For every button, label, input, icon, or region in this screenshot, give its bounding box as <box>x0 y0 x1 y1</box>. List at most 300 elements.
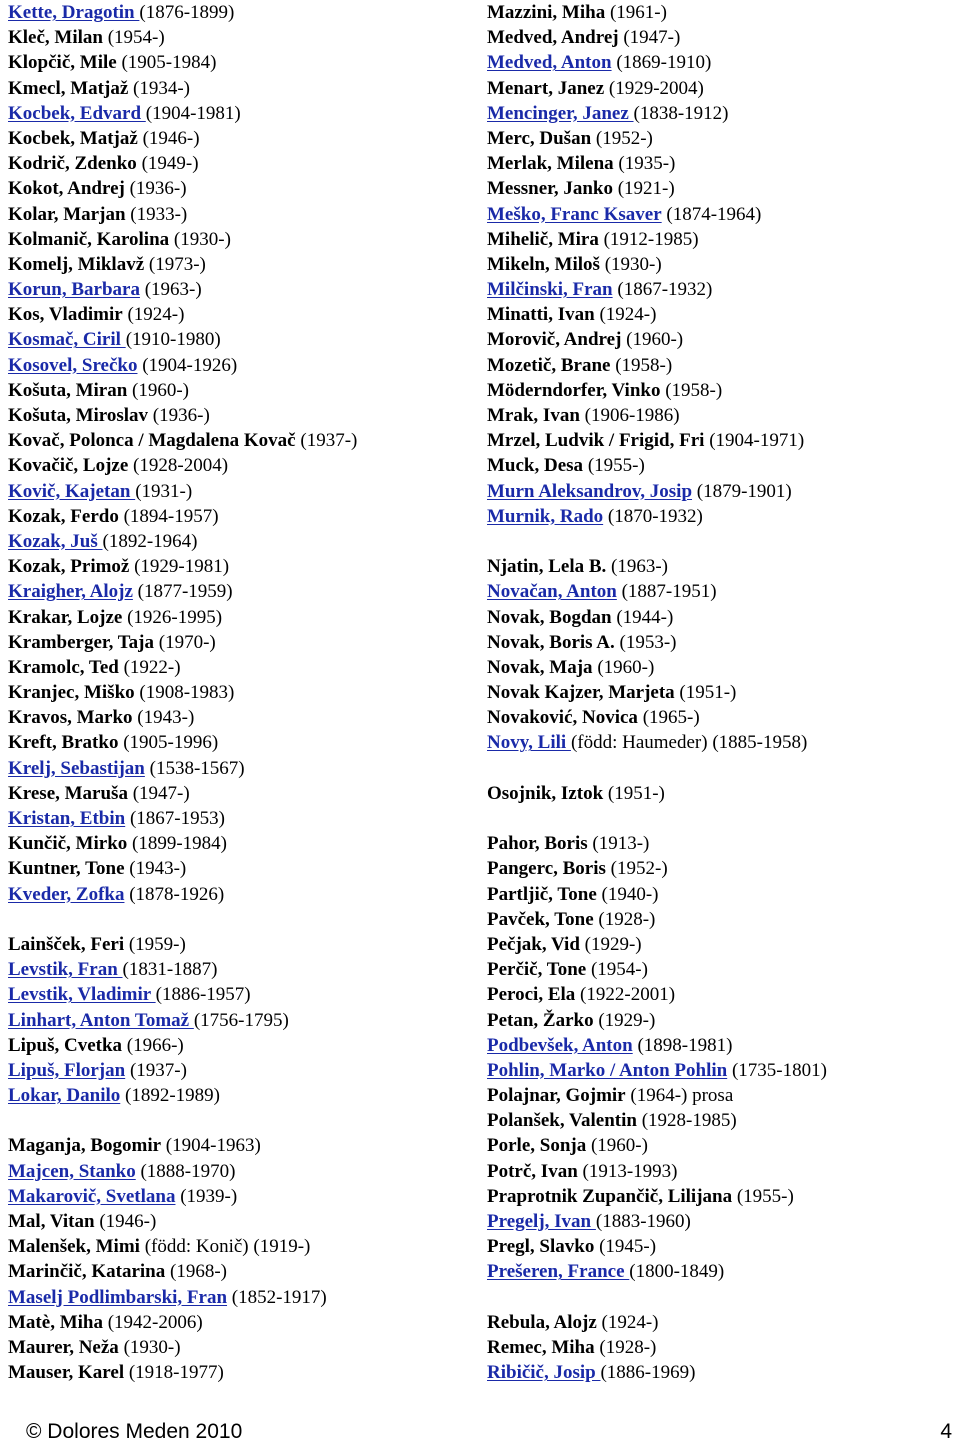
author-dates: (1924-) <box>596 1311 659 1333</box>
author-name: Kramolc, Ted <box>8 656 119 678</box>
author-dates: (1963-) <box>139 279 202 301</box>
author-name: Perčič, Tone <box>487 959 587 981</box>
author-entry <box>8 252 478 277</box>
page-number: 4 <box>940 1420 952 1443</box>
author-entry <box>8 76 478 101</box>
author-entry <box>8 831 478 856</box>
author-dates: (1951-) <box>603 782 665 804</box>
author-entry <box>8 1209 478 1234</box>
author-dates: (1960-) <box>586 1135 648 1157</box>
author-name-link[interactable]: Pohlin, Marko / Anton Pohlin <box>487 1059 728 1081</box>
author-name: Matè, Miha <box>8 1311 103 1333</box>
author-entry <box>8 1285 478 1310</box>
author-name: Polanšek, Valentin <box>487 1110 637 1132</box>
author-dates: (1870-1932) <box>603 505 703 527</box>
author-name-link[interactable]: Kveder, Zofka <box>8 883 125 905</box>
author-name: Rebula, Alojz <box>487 1311 597 1333</box>
author-entry <box>487 831 957 856</box>
author-name-link[interactable]: Korun, Barbara <box>8 279 140 301</box>
author-name: Praprotnik Zupančič, Lilijana <box>487 1185 733 1207</box>
author-dates: (1933-) <box>125 203 188 225</box>
author-entry <box>8 554 478 579</box>
section-gap <box>487 756 957 781</box>
author-entry <box>8 202 478 227</box>
author-dates: (1899-1984) <box>127 833 228 855</box>
author-name: Osojnik, Iztok <box>487 782 604 804</box>
author-entry <box>8 982 478 1007</box>
section-gap <box>487 1285 957 1310</box>
author-dates: (1954-) <box>102 27 165 49</box>
author-dates: (1951-) <box>674 682 737 704</box>
author-dates: (1904-1926) <box>137 354 238 376</box>
author-name: Kovačič, Lojze <box>8 455 129 477</box>
author-dates: (1877-1959) <box>132 581 233 603</box>
author-dates: (1953-) <box>614 631 677 653</box>
author-name: Novak, Bogdan <box>487 606 612 628</box>
author-name: Novaković, Novica <box>487 707 638 729</box>
author-dates: (1888-1970) <box>135 1160 236 1182</box>
author-dates: (1898-1981) <box>632 1034 733 1056</box>
author-dates: (1538-1567) <box>144 757 245 779</box>
author-dates: (1922-2001) <box>575 984 676 1006</box>
author-name: Mikeln, Miloš <box>487 253 600 275</box>
author-name: Polajnar, Gojmir <box>487 1085 626 1107</box>
section-gap <box>8 1108 478 1133</box>
author-dates: (1928-2004) <box>128 455 229 477</box>
author-dates: (1756-1795) <box>193 1009 289 1031</box>
author-name: Kos, Vladimir <box>8 304 123 326</box>
author-name: Marinčič, Katarina <box>8 1261 166 1283</box>
author-entry <box>8 1360 478 1385</box>
author-entry <box>8 705 478 730</box>
author-entry <box>8 1335 478 1360</box>
author-dates: (1940-) <box>596 883 659 905</box>
section-gap <box>487 529 957 554</box>
author-name-link[interactable]: Levstik, Fran <box>8 959 123 981</box>
author-entry <box>487 327 957 352</box>
author-dates: (1800-1849) <box>629 1261 725 1283</box>
author-name: Klopčič, Mile <box>8 52 117 74</box>
author-dates: (1943-) <box>132 707 195 729</box>
author-dates: (1867-1932) <box>612 279 713 301</box>
author-name-link[interactable]: Kristan, Etbin <box>8 808 126 829</box>
author-entry <box>487 277 957 302</box>
author-dates: (1968-) <box>165 1261 227 1283</box>
author-entry <box>487 982 957 1007</box>
author-entry <box>487 176 957 201</box>
author-name: Pečjak, Vid <box>487 933 580 955</box>
author-name: Peroci, Ela <box>487 984 576 1006</box>
author-entry <box>487 1360 957 1385</box>
author-entry <box>487 630 957 655</box>
author-entry <box>487 1108 957 1133</box>
author-entry <box>487 655 957 680</box>
author-name: Mauser, Karel <box>8 1362 125 1384</box>
author-entry <box>8 1083 478 1108</box>
author-dates: (1961-) <box>605 2 667 23</box>
author-entry <box>8 730 478 755</box>
author-name-link[interactable]: Maselj Podlimbarski, Fran <box>8 1286 228 1308</box>
author-name: Potrč, Ivan <box>487 1160 578 1182</box>
author-entry <box>487 453 957 478</box>
author-name: Pavček, Tone <box>487 908 594 930</box>
author-entry <box>487 504 957 529</box>
author-entry <box>487 730 957 755</box>
author-dates: (1946-) <box>137 127 200 149</box>
author-dates: (1905-1984) <box>116 52 217 74</box>
author-dates: (1904-1981) <box>145 102 241 124</box>
author-entry <box>8 428 478 453</box>
author-entry <box>487 554 957 579</box>
author-name: Kreft, Bratko <box>8 732 119 754</box>
author-entry <box>487 680 957 705</box>
author-entry <box>487 1335 957 1360</box>
author-name: Kozak, Primož <box>8 556 130 578</box>
author-name: Mihelič, Mira <box>487 228 599 250</box>
author-entry <box>487 907 957 932</box>
author-dates: (1955-) <box>583 455 645 477</box>
author-entry <box>8 529 478 554</box>
author-entry <box>8 25 478 50</box>
author-dates: (1952-) <box>591 127 653 149</box>
author-dates: (1947-) <box>127 782 190 804</box>
author-entry <box>8 882 478 907</box>
author-name: Kuntner, Tone <box>8 858 125 880</box>
author-name-link[interactable]: Medved, Anton <box>487 52 612 74</box>
author-dates: (1892-1989) <box>120 1085 221 1107</box>
author-name: Pahor, Boris <box>487 833 588 855</box>
author-entry <box>8 101 478 126</box>
author-dates: (1949-) <box>136 153 199 175</box>
author-entry <box>487 428 957 453</box>
author-entry <box>487 0 957 25</box>
author-entry <box>8 1058 478 1083</box>
author-dates: (1966-) <box>122 1034 184 1056</box>
author-name-link[interactable]: Podbevšek, Anton <box>487 1034 633 1056</box>
author-name: Kmecl, Matjaž <box>8 77 129 99</box>
author-name: Kovač, Polonca / Magdalena Kovač <box>8 430 296 452</box>
author-name-link[interactable]: Kosovel, Srečko <box>8 354 138 376</box>
author-dates: (1930-) <box>169 228 231 250</box>
author-dates: (1939-) <box>175 1185 238 1207</box>
author-name: Maganja, Bogomir <box>8 1135 162 1157</box>
author-entry <box>8 680 478 705</box>
author-entry <box>8 302 478 327</box>
author-dates: (född: Konič) (1919-) <box>139 1236 311 1258</box>
author-entry <box>8 327 478 352</box>
author-entry <box>487 1159 957 1184</box>
author-dates: (1958-) <box>610 354 673 376</box>
author-name-link[interactable]: Novačan, Anton <box>487 581 617 603</box>
author-dates: (1924-) <box>122 304 185 326</box>
author-name-link[interactable]: Linhart, Anton Tomaž <box>8 1009 194 1031</box>
author-name: Lipuš, Cvetka <box>8 1034 123 1056</box>
author-entry <box>487 882 957 907</box>
author-entry <box>487 227 957 252</box>
author-name: Minatti, Ivan <box>487 304 595 326</box>
author-name: Kravos, Marko <box>8 707 133 729</box>
author-entry <box>8 756 478 781</box>
author-entry <box>487 50 957 75</box>
author-dates: (1930-) <box>118 1336 181 1358</box>
author-name: Morovič, Andrej <box>487 329 622 351</box>
author-dates: (1929-1981) <box>129 556 230 578</box>
author-dates: (1952-) <box>605 858 668 880</box>
author-name: Mrak, Ivan <box>487 405 580 426</box>
author-dates: (1912-1985) <box>598 228 699 250</box>
author-entry <box>8 932 478 957</box>
author-dates: (1934-) <box>128 77 191 99</box>
author-entry <box>487 126 957 151</box>
author-dates: (1852-1917) <box>227 1286 327 1308</box>
author-dates: (1892-1964) <box>102 530 198 552</box>
author-entry <box>487 1209 957 1234</box>
author-name: Kocbek, Matjaž <box>8 127 138 149</box>
page-footer <box>26 1420 952 1448</box>
author-name-link[interactable]: Ribičič, Josip <box>487 1362 601 1384</box>
author-name: Lainšček, Feri <box>8 933 125 955</box>
author-name-link[interactable]: Lokar, Danilo <box>8 1085 121 1107</box>
author-name-link[interactable]: Kozak, Juš <box>8 530 103 552</box>
author-dates: (1930-) <box>599 253 662 275</box>
author-dates: (1929-2004) <box>604 77 704 99</box>
author-name-link[interactable]: Kette, Dragotin <box>8 2 140 23</box>
author-entry <box>487 101 957 126</box>
author-entry <box>8 856 478 881</box>
author-name: Njatin, Lela B. <box>487 556 607 578</box>
author-entry <box>8 504 478 529</box>
author-entry <box>8 353 478 378</box>
section-gap <box>487 806 957 831</box>
author-dates: (1964-) prosa <box>625 1085 734 1107</box>
author-name-link[interactable]: Lipuš, Florjan <box>8 1059 126 1081</box>
author-dates: (1954-) <box>586 959 648 981</box>
author-column-left <box>8 0 478 1385</box>
author-name: Möderndorfer, Vinko <box>487 379 661 401</box>
author-name: Krese, Maruša <box>8 782 128 804</box>
author-entry <box>487 1234 957 1259</box>
author-entry <box>487 1184 957 1209</box>
author-entry <box>8 277 478 302</box>
author-entry <box>487 252 957 277</box>
author-name: Merc, Dušan <box>487 127 592 149</box>
author-entry <box>487 1058 957 1083</box>
author-entry <box>487 479 957 504</box>
author-entry <box>8 126 478 151</box>
author-entry <box>487 1310 957 1335</box>
author-dates: (1887-1951) <box>616 581 717 603</box>
author-name: Pangerc, Boris <box>487 858 606 880</box>
author-entry <box>8 176 478 201</box>
author-entry <box>8 50 478 75</box>
author-name: Kleč, Milan <box>8 27 103 49</box>
author-entry <box>8 453 478 478</box>
author-name-link[interactable]: Milčinski, Fran <box>487 279 613 301</box>
author-name: Kolar, Marjan <box>8 203 126 225</box>
author-name: Remec, Miha <box>487 1336 595 1358</box>
author-name: Mrzel, Ludvik / Frigid, Fri <box>487 430 705 452</box>
author-dates: (1960-) <box>127 379 190 401</box>
author-entry <box>8 227 478 252</box>
author-entry <box>487 932 957 957</box>
author-entry <box>8 605 478 630</box>
author-dates: (1922-) <box>118 656 181 678</box>
author-dates: (1970-) <box>154 631 216 653</box>
author-name: Kranjec, Miško <box>8 682 135 704</box>
author-entry <box>487 151 957 176</box>
author-name-link[interactable]: Meško, Franc Ksaver <box>487 203 662 225</box>
author-entry <box>8 1234 478 1259</box>
author-dates: (1913-1993) <box>577 1160 678 1182</box>
author-name-link[interactable]: Levstik, Vladimir <box>8 984 156 1006</box>
author-entry <box>487 403 957 428</box>
author-name: Messner, Janko <box>487 178 613 200</box>
author-dates: (1963-) <box>606 556 669 578</box>
author-name: Medved, Andrej <box>487 27 619 49</box>
author-dates: (1936-) <box>148 405 210 426</box>
author-dates: (1926-1995) <box>122 606 223 628</box>
author-dates: (1869-1910) <box>611 52 712 74</box>
author-entry <box>487 1008 957 1033</box>
author-name-link[interactable]: Majcen, Stanko <box>8 1160 136 1182</box>
author-name-link[interactable]: Prešeren, France <box>487 1261 630 1283</box>
author-dates: (1959-) <box>124 933 186 955</box>
author-entry <box>8 579 478 604</box>
author-entry <box>8 1008 478 1033</box>
author-entry <box>8 479 478 504</box>
author-name: Muck, Desa <box>487 455 584 477</box>
author-entry <box>487 705 957 730</box>
author-dates: (1906-1986) <box>579 405 680 426</box>
author-dates: (1965-) <box>637 707 700 729</box>
author-dates: (1935-) <box>613 153 676 175</box>
author-dates: (1918-1977) <box>124 1362 224 1384</box>
author-name: Kunčič, Mirko <box>8 833 128 855</box>
author-dates: (1955-) <box>732 1185 794 1207</box>
author-entry <box>487 781 957 806</box>
section-gap <box>8 907 478 932</box>
author-dates: (1867-1953) <box>125 808 225 829</box>
author-name-link[interactable]: Kosmač, Ciril <box>8 329 126 351</box>
author-name: Petan, Žarko <box>487 1009 594 1031</box>
author-column-right <box>487 0 957 1385</box>
author-entry <box>8 655 478 680</box>
author-dates: (1960-) <box>621 329 684 351</box>
author-entry <box>8 1310 478 1335</box>
author-dates: (1879-1901) <box>692 480 792 502</box>
author-entry <box>8 630 478 655</box>
author-name: Pregl, Slavko <box>487 1236 595 1258</box>
author-name: Porle, Sonja <box>487 1135 587 1157</box>
author-dates: (1945-) <box>594 1236 657 1258</box>
author-entry <box>8 957 478 982</box>
author-dates: (1928-) <box>594 1336 657 1358</box>
author-entry <box>8 378 478 403</box>
author-name: Malenšek, Mimi <box>8 1236 140 1258</box>
copyright-credit: © Dolores Meden 2010 <box>26 1420 243 1443</box>
author-entry <box>487 1259 957 1284</box>
author-dates: (1936-) <box>124 178 187 200</box>
author-name: Krakar, Lojze <box>8 606 123 628</box>
author-dates: (1878-1926) <box>124 883 225 905</box>
author-entry <box>487 1133 957 1158</box>
author-name: Mazzini, Miha <box>487 2 606 23</box>
author-entry <box>8 151 478 176</box>
author-entry <box>487 302 957 327</box>
author-name-link[interactable]: Makarovič, Svetlana <box>8 1185 176 1207</box>
author-dates: (1928-1985) <box>636 1110 737 1132</box>
author-dates: (1929-) <box>593 1009 656 1031</box>
author-entry <box>8 403 478 428</box>
author-name: Menart, Janez <box>487 77 605 99</box>
author-dates: (1944-) <box>611 606 674 628</box>
author-entry <box>487 579 957 604</box>
author-name: Kolmanič, Karolina <box>8 228 170 250</box>
author-dates: (1942-2006) <box>102 1311 203 1333</box>
author-entry <box>487 25 957 50</box>
author-dates: (1921-) <box>612 178 675 200</box>
author-name-link[interactable]: Krelj, Sebastijan <box>8 757 145 779</box>
author-entry <box>8 1033 478 1058</box>
author-name: Novak, Maja <box>487 656 593 678</box>
author-dates: (1931-) <box>135 480 193 502</box>
author-dates: (1874-1964) <box>661 203 762 225</box>
author-dates: (1937-) <box>295 430 358 452</box>
author-entry <box>487 76 957 101</box>
author-dates: (1735-1801) <box>727 1059 827 1081</box>
author-name-link[interactable]: Novy, Lili <box>487 732 571 754</box>
author-dates: (1937-) <box>125 1059 187 1081</box>
author-dates: (1838-1912) <box>633 102 729 124</box>
author-entry <box>487 957 957 982</box>
author-dates: (1876-1899) <box>139 2 235 23</box>
author-entry <box>487 353 957 378</box>
author-name: Komelj, Miklavž <box>8 253 145 275</box>
author-entry <box>8 0 478 25</box>
author-name-link[interactable]: Kovič, Kajetan <box>8 480 136 502</box>
author-name: Košuta, Miroslav <box>8 405 149 426</box>
author-dates: (1947-) <box>618 27 681 49</box>
author-name: Kozak, Ferdo <box>8 505 119 527</box>
author-dates: (1908-1983) <box>134 682 235 704</box>
author-dates: (1958-) <box>660 379 723 401</box>
author-dates: (1924-) <box>594 304 657 326</box>
author-name-link[interactable]: Mencinger, Janez <box>487 102 634 124</box>
author-dates: (1883-1960) <box>595 1211 691 1232</box>
author-name: Novak Kajzer, Marjeta <box>487 682 675 704</box>
author-dates: (1886-1969) <box>600 1362 696 1384</box>
author-entry <box>487 202 957 227</box>
author-entry <box>8 1184 478 1209</box>
author-name-link[interactable]: Kocbek, Edvard <box>8 102 146 124</box>
author-entry <box>8 781 478 806</box>
author-dates: (1973-) <box>144 253 206 275</box>
author-entry <box>8 1159 478 1184</box>
author-name-link[interactable]: Murn Aleksandrov, Josip <box>487 480 693 502</box>
author-name: Kramberger, Taja <box>8 631 155 653</box>
author-entry <box>487 1083 957 1108</box>
author-dates: (1905-1996) <box>118 732 219 754</box>
author-name: Mal, Vitan <box>8 1211 95 1232</box>
author-dates: (1894-1957) <box>118 505 219 527</box>
author-name-link[interactable]: Pregelj, Ivan <box>487 1211 596 1232</box>
author-name: Partljič, Tone <box>487 883 597 905</box>
author-name-link[interactable]: Kraigher, Alojz <box>8 581 133 603</box>
author-name-link[interactable]: Murnik, Rado <box>487 505 604 527</box>
author-dates: (1910-1980) <box>125 329 221 351</box>
author-entry <box>487 378 957 403</box>
author-entry <box>487 1033 957 1058</box>
